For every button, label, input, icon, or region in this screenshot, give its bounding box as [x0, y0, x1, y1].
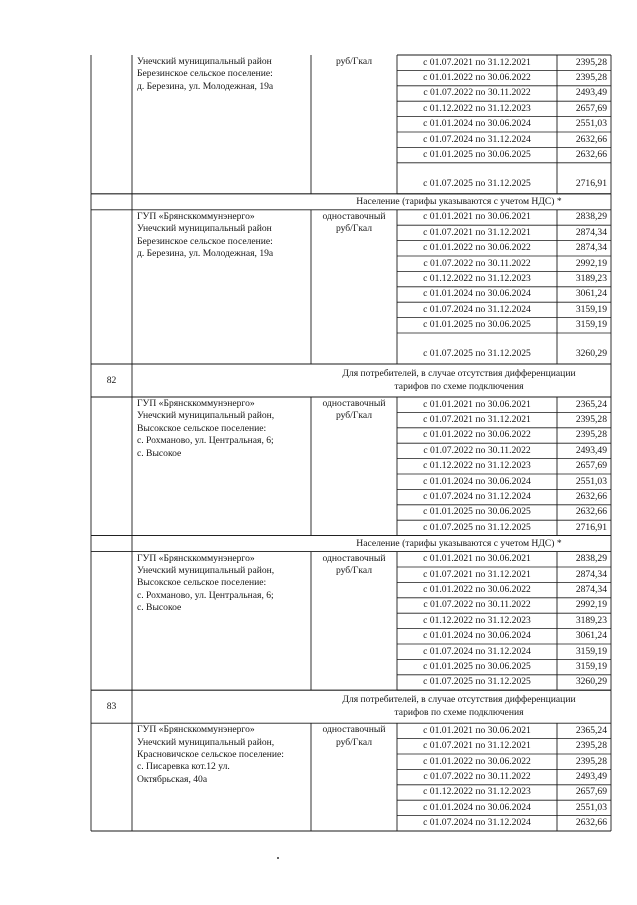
provider-line: Красновичское сельское поселение:: [137, 749, 284, 760]
tariff-value: 2551,03: [575, 801, 607, 813]
tariff-period: с 01.07.2025 по 31.12.2025: [423, 521, 531, 533]
provider-line: Высокское сельское поселение:: [137, 422, 267, 434]
tariff-value: 2395,28: [575, 414, 607, 425]
tariff-value: 3159,19: [575, 661, 607, 672]
provider-line: ГУП «Брянсккоммунэнерго»: [137, 552, 255, 564]
tariff-unit: одноставочный: [322, 552, 386, 564]
tariff-period: с 01.01.2022 по 30.06.2022: [423, 429, 531, 441]
tariff-period: с 01.07.2021 по 31.12.2021: [423, 226, 531, 238]
tariff-period: с 01.01.2025 по 30.06.2025: [423, 506, 531, 518]
tariff-period: с 01.01.2022 по 30.06.2022: [423, 584, 531, 595]
tariff-period: с 01.01.2024 по 30.06.2024: [423, 118, 531, 130]
provider-line: Унечский муниципальный район,: [137, 736, 275, 748]
provider-line: Унечский муниципальный район,: [137, 410, 275, 422]
provider-line: Унечский муниципальный район: [137, 223, 272, 235]
section-header: Для потребителей, в случае отсутствия дифференциации тарифов по схеме подключения: [342, 368, 576, 392]
provider-line: Унечский муниципальный район,: [137, 565, 275, 576]
tariff-period: с 01.01.2021 по 30.06.2021: [423, 724, 531, 736]
tariff-value: 3061,24: [575, 630, 607, 642]
section-header: Население (тарифы указываются с учетом НДС) *: [356, 538, 562, 550]
provider-line: Березинское сельское поселение:: [137, 235, 273, 247]
tariff-period: с 01.01.2025 по 30.06.2025: [423, 319, 531, 331]
tariff-value: 2365,24: [575, 398, 607, 410]
tariff-value: 2874,34: [575, 242, 607, 254]
tariff-value: 2551,03: [575, 118, 607, 130]
tariff-value: 2632,66: [575, 506, 607, 518]
provider-line: д. Березина, ул. Молодежная, 19а: [137, 80, 274, 92]
tariff-period: с 01.07.2021 по 31.12.2021: [423, 56, 531, 68]
tariff-period: с 01.01.2021 по 30.06.2021: [423, 398, 531, 410]
provider-line: Высокское сельское поселение:: [137, 577, 267, 589]
tariff-period: с 01.01.2024 по 30.06.2024: [423, 475, 531, 487]
tariff-value: 2632,66: [575, 491, 607, 502]
tariff-value: 2493,49: [575, 771, 607, 782]
tariff-unit: одноставочный: [322, 398, 386, 409]
tariff-value: 3189,23: [575, 273, 607, 284]
tariff-value: 2874,34: [575, 226, 607, 238]
provider-line: с. Рохманово, ул. Центральная, 6;: [137, 589, 274, 601]
tariff-period: с 01.12.2022 по 31.12.2023: [423, 273, 531, 284]
provider-line: с. Высокое: [137, 602, 182, 614]
tariff-value: 2493,49: [575, 444, 607, 456]
tariff-period: с 01.01.2024 по 30.06.2024: [423, 801, 531, 813]
provider-line: с. Рохманово, ул. Центральная, 6;: [137, 435, 274, 447]
tariff-unit: одноставочный: [322, 724, 386, 736]
provider-line: ГУП «Брянсккоммунэнерго»: [137, 724, 255, 736]
tariff-period: с 01.01.2021 по 30.06.2021: [423, 211, 531, 223]
tariff-period: с 01.07.2021 по 31.12.2021: [423, 740, 531, 752]
tariff-period: с 01.01.2021 по 30.06.2021: [423, 553, 531, 565]
row-number: 82: [106, 374, 117, 386]
tariff-value: 2874,34: [575, 568, 607, 580]
tariff-value: 2838,29: [575, 553, 607, 565]
provider-line: д. Березина, ул. Молодежная, 19а: [137, 248, 274, 259]
section-header: Для потребителей, в случае отсутствия дифференциации тарифов по схеме подключения: [342, 694, 576, 719]
tariff-period: с 01.07.2021 по 31.12.2021: [423, 414, 531, 425]
tariff-value: 2632,66: [575, 817, 607, 829]
tariff-period: с 01.01.2022 по 30.06.2022: [423, 72, 531, 83]
tariff-period: с 01.01.2024 по 30.06.2024: [423, 288, 531, 300]
section-header: Население (тарифы указываются с учетом НДС) *: [356, 196, 562, 208]
tariff-period: с 01.07.2022 по 30.11.2022: [423, 444, 531, 456]
tariff-value: 2657,69: [575, 460, 607, 472]
tariff-value: 2992,19: [575, 257, 607, 269]
tariff-value: 3159,19: [575, 319, 607, 331]
tariff-period: с 01.12.2022 по 31.12.2023: [423, 786, 531, 798]
tariff-value: 2395,28: [575, 72, 607, 83]
tariff-value: 3159,19: [575, 645, 607, 657]
tariff-unit: руб/Гкал: [335, 410, 373, 422]
provider-line: ГУП «Брянсккоммунэнерго»: [137, 398, 255, 409]
tariff-value: 3061,24: [575, 288, 607, 300]
tariff-period: с 01.07.2024 по 31.12.2024: [423, 133, 531, 145]
provider-line: с. Высокое: [137, 447, 182, 459]
tariff-value: 2716,91: [575, 521, 607, 533]
tariff-period: с 01.07.2024 по 31.12.2024: [423, 303, 531, 315]
tariff-unit: руб/Гкал: [335, 223, 373, 235]
tariff-value: 2632,66: [575, 149, 607, 160]
tariff-value: 2632,66: [575, 133, 607, 145]
tariff-period: с 01.12.2022 по 31.12.2023: [423, 614, 531, 626]
tariff-unit: руб/Гкал: [335, 565, 373, 576]
tariff-value: 2838,29: [575, 211, 607, 223]
tariff-period: с 01.01.2024 по 30.06.2024: [423, 630, 531, 642]
tariff-value: 3189,23: [575, 614, 607, 626]
tariff-period: с 01.07.2024 по 31.12.2024: [423, 645, 531, 657]
tariff-unit: одноставочный: [322, 210, 386, 222]
page-speck: [277, 857, 279, 859]
tariff-value: 2493,49: [575, 87, 607, 99]
tariff-period: с 01.07.2024 по 31.12.2024: [423, 491, 531, 502]
provider-line: Березинское сельское поселение:: [137, 68, 273, 80]
provider-line: Октябрьская, 40а: [137, 773, 208, 785]
tariff-period: с 01.07.2025 по 31.12.2025: [423, 177, 531, 189]
tariff-value: 2716,91: [575, 177, 607, 189]
tariff-value: 2657,69: [575, 786, 607, 798]
tariff-period: с 01.07.2022 по 30.11.2022: [423, 87, 531, 99]
tariff-value: 2395,28: [575, 755, 607, 767]
tariff-value: 2874,34: [575, 584, 607, 595]
tariff-value: 2395,28: [575, 429, 607, 441]
tariff-period: с 01.07.2022 по 30.11.2022: [423, 771, 531, 782]
tariff-period: с 01.01.2025 по 30.06.2025: [423, 661, 531, 672]
tariff-period: с 01.12.2022 по 31.12.2023: [423, 460, 531, 472]
tariff-value: 2657,69: [575, 102, 607, 114]
provider-line: с. Писаревка кот.12 ул.: [137, 761, 230, 773]
row-number: 83: [106, 700, 117, 712]
tariff-value: 2365,24: [575, 724, 607, 736]
tariff-period: с 01.07.2021 по 31.12.2021: [423, 568, 531, 580]
tariff-value: 2992,19: [575, 599, 607, 611]
tariff-value: 3260,29: [575, 348, 607, 359]
tariff-period: с 01.07.2024 по 31.12.2024: [423, 817, 531, 829]
tariff-value: 3159,19: [575, 303, 607, 315]
tariff-period: с 01.07.2022 по 30.11.2022: [423, 599, 531, 611]
provider-line: ГУП «Брянсккоммунэнерго»: [137, 210, 255, 222]
tariff-value: 3260,29: [575, 676, 607, 688]
tariff-value: 2395,28: [575, 56, 607, 68]
tariff-period: с 01.07.2025 по 31.12.2025: [423, 348, 531, 359]
tariff-period: с 01.01.2022 по 30.06.2022: [423, 755, 531, 767]
tariff-period: с 01.01.2025 по 30.06.2025: [423, 149, 531, 160]
tariff-unit: руб/Гкал: [335, 56, 373, 67]
tariff-value: 2551,03: [575, 475, 607, 487]
tariff-period: с 01.12.2022 по 31.12.2023: [423, 102, 531, 114]
provider-line: Унечский муниципальный район: [137, 56, 272, 67]
tariff-period: с 01.07.2025 по 31.12.2025: [423, 676, 531, 688]
tariff-period: с 01.07.2022 по 30.11.2022: [423, 257, 531, 269]
tariff-period: с 01.01.2022 по 30.06.2022: [423, 242, 531, 254]
tariff-unit: руб/Гкал: [335, 736, 373, 748]
tariff-value: 2395,28: [575, 740, 607, 752]
